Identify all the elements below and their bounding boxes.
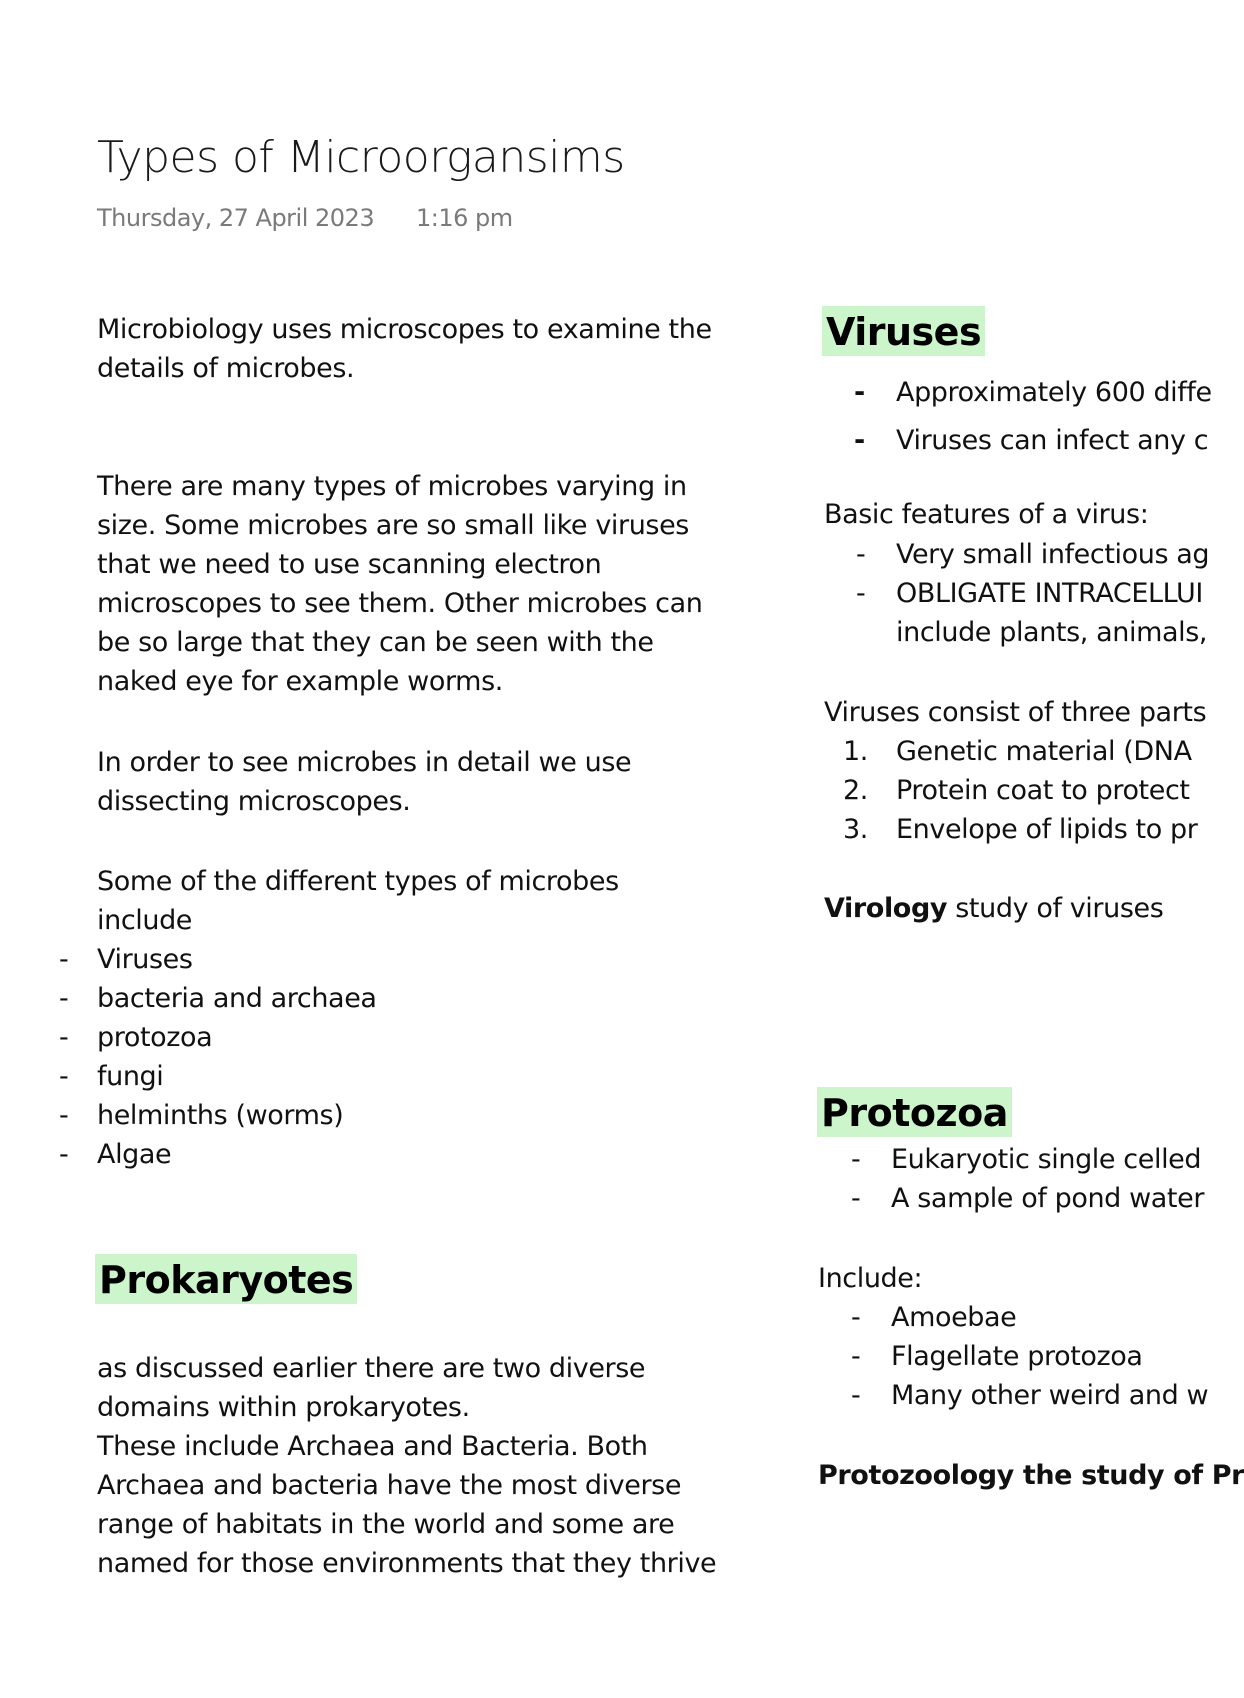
text-line: dissecting microscopes.	[97, 786, 411, 817]
text-line: Some of the different types of microbes	[97, 866, 619, 897]
list-item: 2. Protein coat to protect	[896, 771, 1197, 810]
virology-text: study of viruses	[947, 893, 1164, 924]
include-list	[851, 1298, 1209, 1415]
page-title: Types of Microorgansims	[97, 132, 625, 183]
dash-bullet: -	[59, 1100, 69, 1131]
basic-features-list	[856, 535, 1210, 652]
text-line: details of microbes.	[97, 353, 355, 384]
text-line: as discussed earlier there are two diverse	[97, 1353, 646, 1384]
virology-term: Virology	[824, 893, 948, 924]
text-line: be so large that they can be seen with the	[97, 627, 654, 658]
dash-bullet: -	[59, 1139, 69, 1170]
list-item: - protozoa	[97, 1018, 377, 1057]
protozoa-bullets	[851, 1140, 1205, 1218]
viruses-heading: Viruses	[822, 306, 985, 356]
basic-features-label: Basic features of a virus:	[824, 499, 1149, 530]
list-number: 2.	[843, 775, 868, 806]
virology-definition	[824, 889, 1163, 928]
text-line: domains within prokaryotes.	[97, 1392, 470, 1423]
text-line: that we need to use scanning electron	[97, 549, 602, 580]
dash-bullet: -	[854, 377, 865, 408]
dash-bullet: -	[851, 1183, 861, 1214]
list-item: - Approximately 600 diffe	[896, 369, 1212, 417]
prokaryotes-heading: Prokaryotes	[95, 1254, 357, 1304]
dash-bullet: -	[856, 539, 866, 570]
list-item: - Flagellate protozoa	[891, 1337, 1208, 1376]
intro-paragraph-2	[97, 467, 702, 701]
types-list	[59, 940, 377, 1174]
dash-bullet: -	[856, 578, 866, 609]
viruses-bullets	[854, 369, 1212, 465]
list-item: - Viruses can infect any c	[896, 417, 1212, 465]
list-item: - Viruses	[97, 940, 377, 979]
text-line: named for those environments that they thrive	[97, 1548, 717, 1579]
list-item-continuation: include plants, animals,	[896, 617, 1208, 648]
list-item: - Algae	[97, 1135, 377, 1174]
page-time: 1:16 pm	[416, 204, 513, 232]
text-line: There are many types of microbes varying in	[97, 471, 687, 502]
list-item: 1. Genetic material (DNA	[896, 732, 1197, 771]
list-item: - Eukaryotic single celled	[891, 1140, 1204, 1179]
text-line: naked eye for example worms.	[97, 666, 503, 697]
protozoa-heading: Protozoa	[817, 1087, 1012, 1137]
list-item: - OBLIGATE INTRACELLUI	[896, 574, 1209, 613]
dash-bullet: -	[59, 1022, 69, 1053]
dash-bullet: -	[851, 1341, 861, 1372]
list-item: - A sample of pond water	[891, 1179, 1204, 1218]
list-number: 3.	[843, 814, 868, 845]
text-line: In order to see microbes in detail we use	[97, 747, 632, 778]
text-line: include	[97, 905, 193, 936]
list-item: - bacteria and archaea	[97, 979, 377, 1018]
list-item: - Many other weird and w	[891, 1376, 1208, 1415]
list-item: - Amoebae	[891, 1298, 1208, 1337]
dash-bullet: -	[59, 983, 69, 1014]
dash-bullet: -	[59, 944, 69, 975]
list-item: - fungi	[97, 1057, 377, 1096]
list-item: - helminths (worms)	[97, 1096, 377, 1135]
types-intro	[97, 862, 619, 940]
list-number: 1.	[843, 736, 868, 767]
text-line: Microbiology uses microscopes to examine the	[97, 314, 712, 345]
page-date: Thursday, 27 April 2023	[97, 204, 375, 232]
dash-bullet: -	[854, 425, 865, 456]
text-line: size. Some microbes are so small like viruses	[97, 510, 689, 541]
dash-bullet: -	[851, 1380, 861, 1411]
text-line: Archaea and bacteria have the most diverse	[97, 1470, 682, 1501]
intro-paragraph-1	[97, 310, 712, 388]
text-line: range of habitats in the world and some are	[97, 1509, 675, 1540]
prokaryotes-paragraph	[97, 1349, 716, 1583]
intro-paragraph-3	[97, 743, 631, 821]
parts-label: Viruses consist of three parts	[824, 697, 1207, 728]
dash-bullet: -	[851, 1302, 861, 1333]
text-line: These include Archaea and Bacteria. Both	[97, 1431, 648, 1462]
protozoology-definition: Protozoology the study of Pr	[818, 1460, 1244, 1491]
list-item: - Very small infectious ag	[896, 535, 1209, 574]
dash-bullet: -	[851, 1144, 861, 1175]
list-item: 3. Envelope of lipids to pr	[896, 810, 1197, 849]
parts-list	[843, 732, 1198, 849]
include-label: Include:	[818, 1263, 923, 1294]
text-line: microscopes to see them. Other microbes can	[97, 588, 703, 619]
dash-bullet: -	[59, 1061, 69, 1092]
